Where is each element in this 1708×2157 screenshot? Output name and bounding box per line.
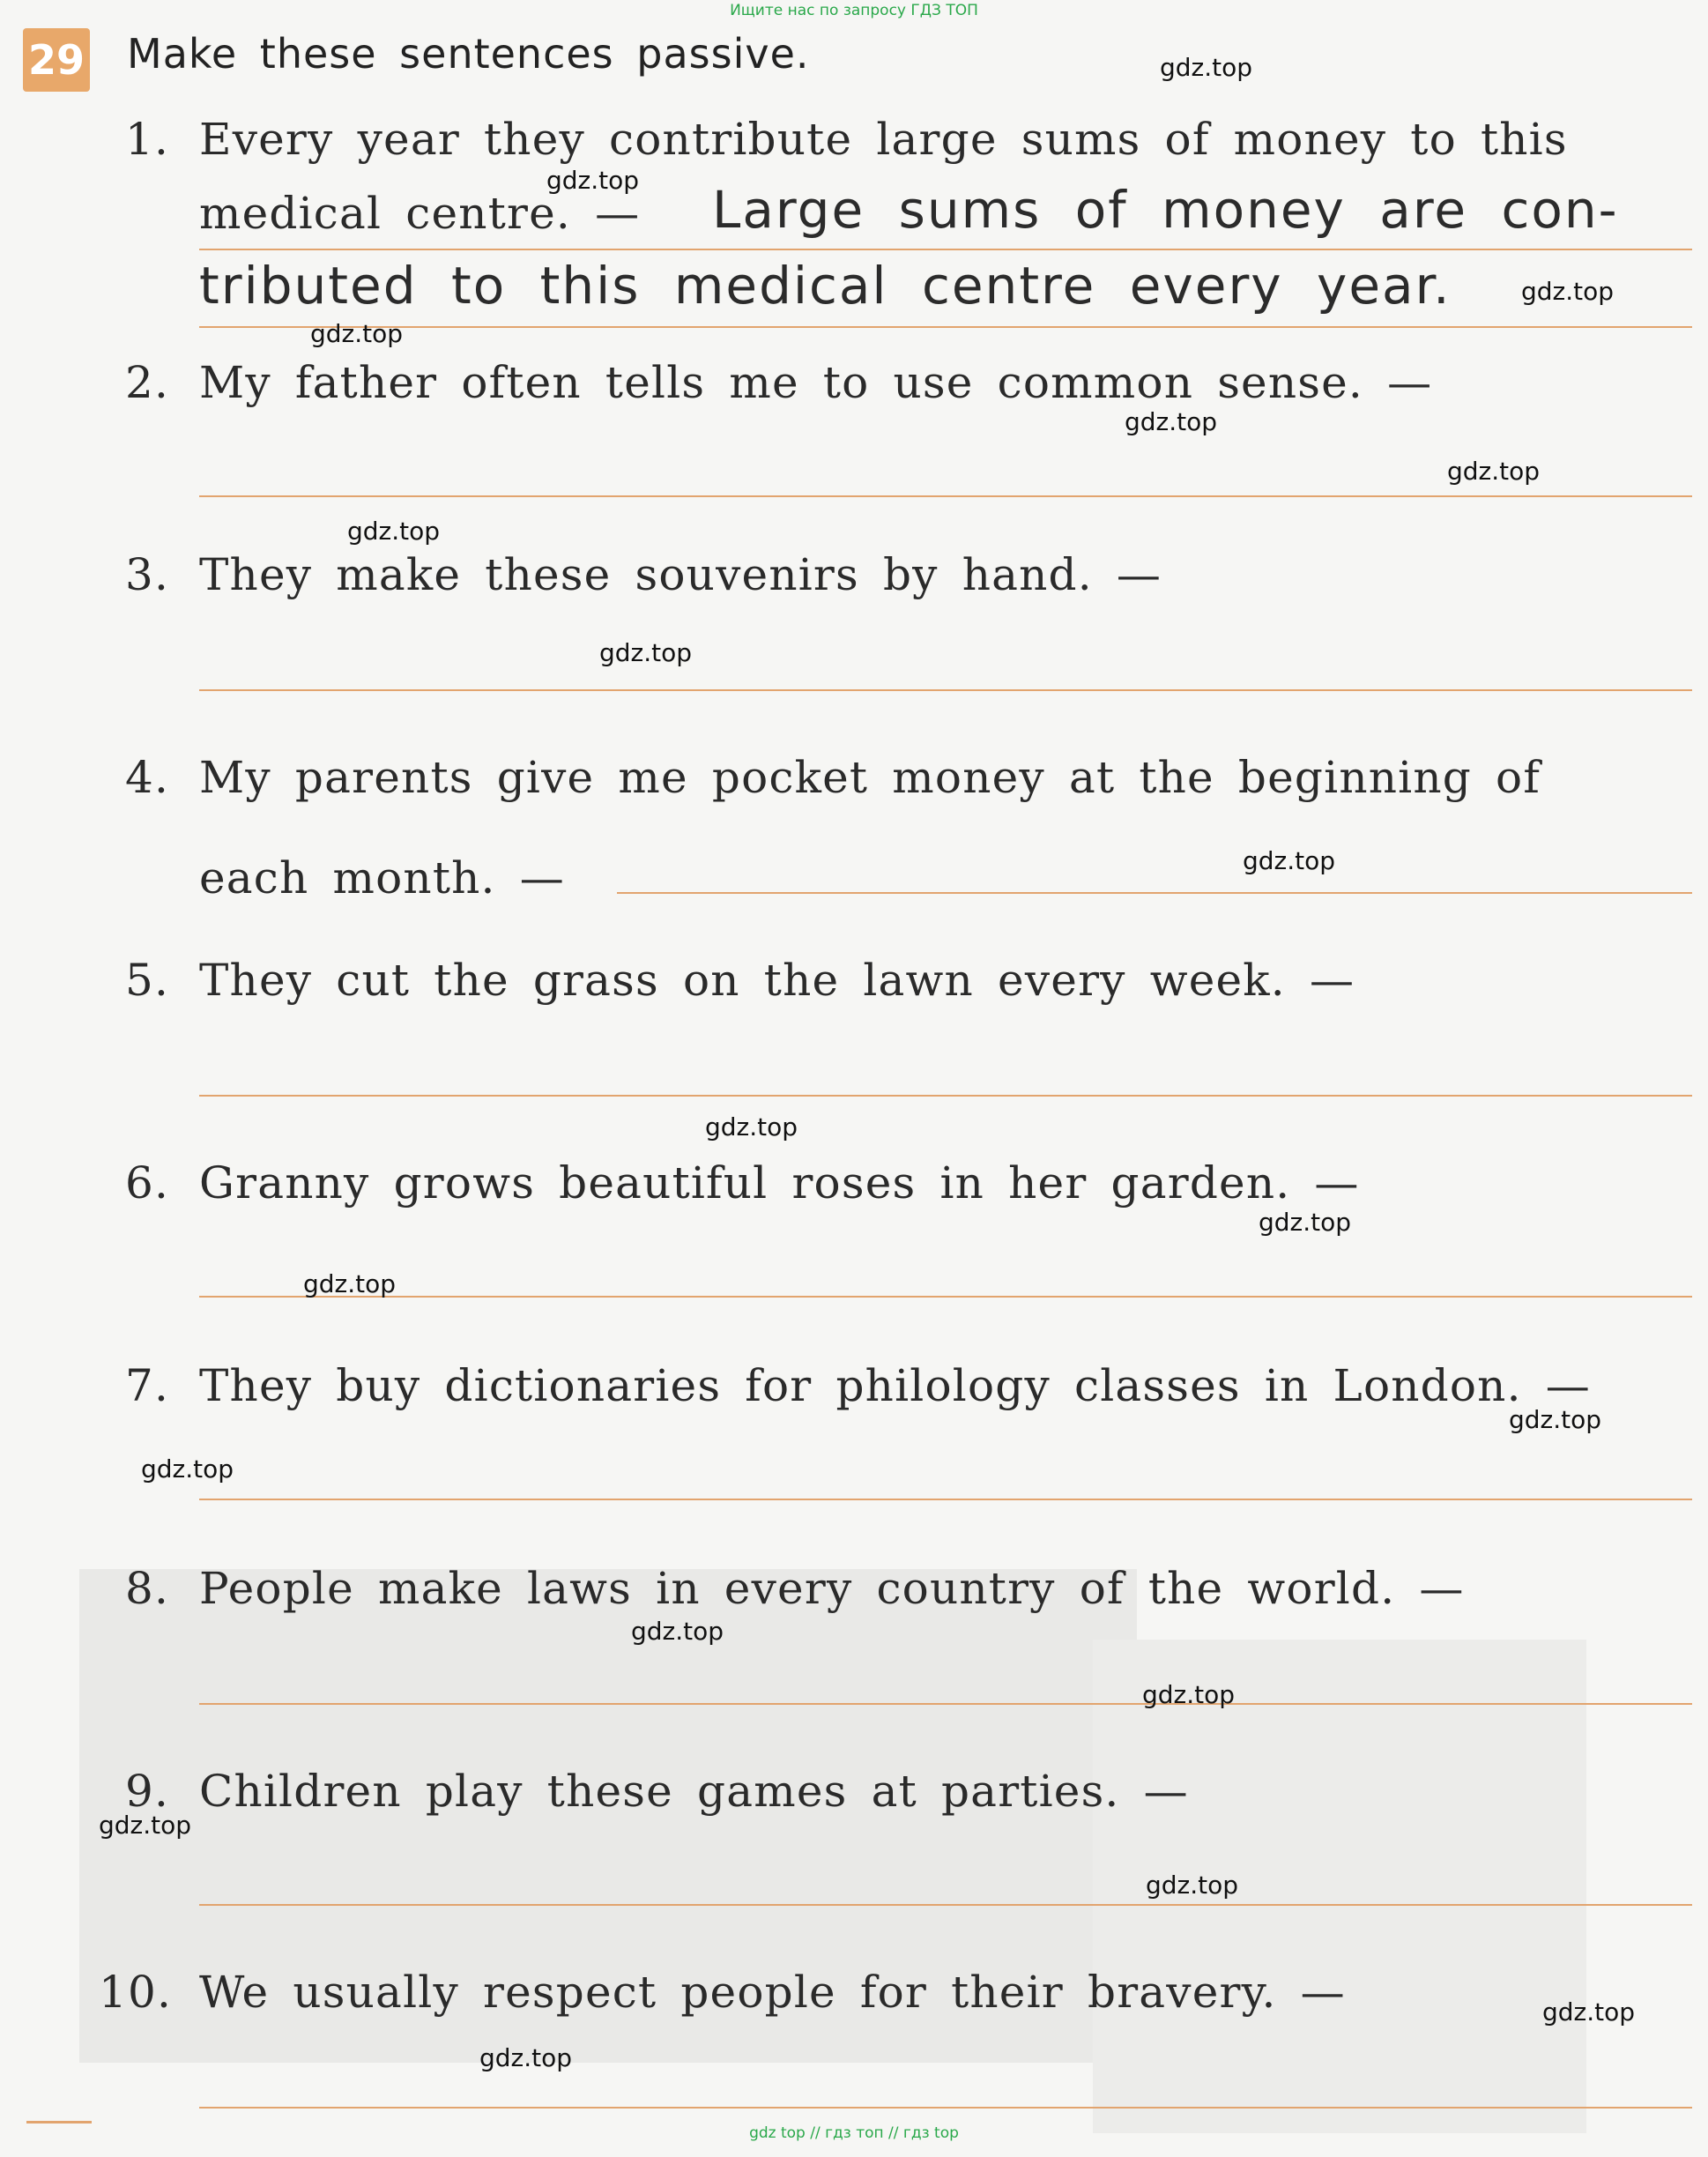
- answer-line[interactable]: [199, 1499, 1692, 1500]
- item-number: 10.: [99, 1967, 173, 2018]
- item-text: Children play these games at parties. —: [199, 1766, 1189, 1817]
- watermark: gdz.top: [479, 2043, 573, 2072]
- item-text: Every year they contribute large sums of money to this: [199, 114, 1568, 165]
- item-text: My parents give me pocket money at the beginning of: [199, 752, 1541, 803]
- answer-line[interactable]: [199, 495, 1692, 497]
- answer-line[interactable]: [199, 689, 1692, 691]
- item-text-continued: medical centre. —: [199, 188, 641, 239]
- answer-line[interactable]: [199, 1904, 1692, 1906]
- answer-line[interactable]: [199, 2107, 1692, 2109]
- item-number: 6.: [125, 1157, 170, 1209]
- watermark: gdz.top: [303, 1269, 397, 1298]
- item-text: They buy dictionaries for philology classes in London. —: [199, 1360, 1591, 1411]
- item-number: 8.: [125, 1563, 170, 1614]
- item-number: 7.: [125, 1360, 170, 1411]
- watermark: gdz.top: [1142, 1680, 1236, 1709]
- watermark: gdz.top: [141, 1454, 234, 1484]
- watermark: gdz.top: [1146, 1871, 1239, 1900]
- answer-line[interactable]: [199, 1703, 1692, 1705]
- footer-note[interactable]: gdz top // гдз топ // гдз top: [749, 2124, 959, 2142]
- handwritten-answer-line-1: Large sums of money are con-: [712, 180, 1619, 240]
- top-note[interactable]: Ищите нас по запросу ГДЗ ТОП: [730, 2, 978, 19]
- answer-line[interactable]: [199, 1095, 1692, 1097]
- answer-line[interactable]: [199, 1296, 1692, 1298]
- item-number: 9.: [125, 1766, 170, 1817]
- item-text-continued: each month. —: [199, 852, 565, 904]
- watermark: gdz.top: [1542, 1997, 1636, 2027]
- watermark: gdz.top: [1160, 53, 1253, 82]
- item-text: We usually respect people for their bravery. —: [199, 1967, 1346, 2018]
- item-text: My father often tells me to use common sense. —: [199, 357, 1433, 408]
- watermark: gdz.top: [310, 319, 404, 348]
- watermark: gdz.top: [1447, 457, 1541, 486]
- item-text: They cut the grass on the lawn every week. —: [199, 955, 1355, 1006]
- item-number: 2.: [125, 357, 170, 408]
- item-text: People make laws in every country of the world. —: [199, 1563, 1465, 1614]
- item-text: Granny grows beautiful roses in her garden. —: [199, 1157, 1360, 1209]
- page-corner-rule: [26, 2121, 92, 2124]
- watermark: gdz.top: [705, 1112, 798, 1142]
- watermark: gdz.top: [1125, 407, 1218, 436]
- item-number: 3.: [125, 549, 170, 600]
- watermark: gdz.top: [1259, 1208, 1352, 1237]
- answer-line[interactable]: [199, 249, 1692, 250]
- watermark: gdz.top: [1509, 1405, 1602, 1434]
- item-number: 4.: [125, 752, 170, 803]
- handwritten-answer-line-2: tributed to this medical centre every year.: [199, 256, 1452, 316]
- item-number: 5.: [125, 955, 170, 1006]
- item-number: 1.: [125, 114, 170, 165]
- item-text: They make these souvenirs by hand. —: [199, 549, 1162, 600]
- exercise-number: 29: [23, 28, 90, 92]
- watermark: gdz.top: [631, 1617, 724, 1646]
- watermark: gdz.top: [546, 166, 640, 195]
- answer-line[interactable]: [617, 892, 1692, 894]
- answer-line[interactable]: [199, 326, 1692, 328]
- watermark: gdz.top: [99, 1811, 192, 1840]
- exercise-instruction: Make these sentences passive.: [127, 30, 810, 78]
- watermark: gdz.top: [1243, 846, 1336, 875]
- watermark: gdz.top: [599, 638, 693, 667]
- watermark: gdz.top: [347, 517, 441, 546]
- watermark: gdz.top: [1521, 277, 1615, 306]
